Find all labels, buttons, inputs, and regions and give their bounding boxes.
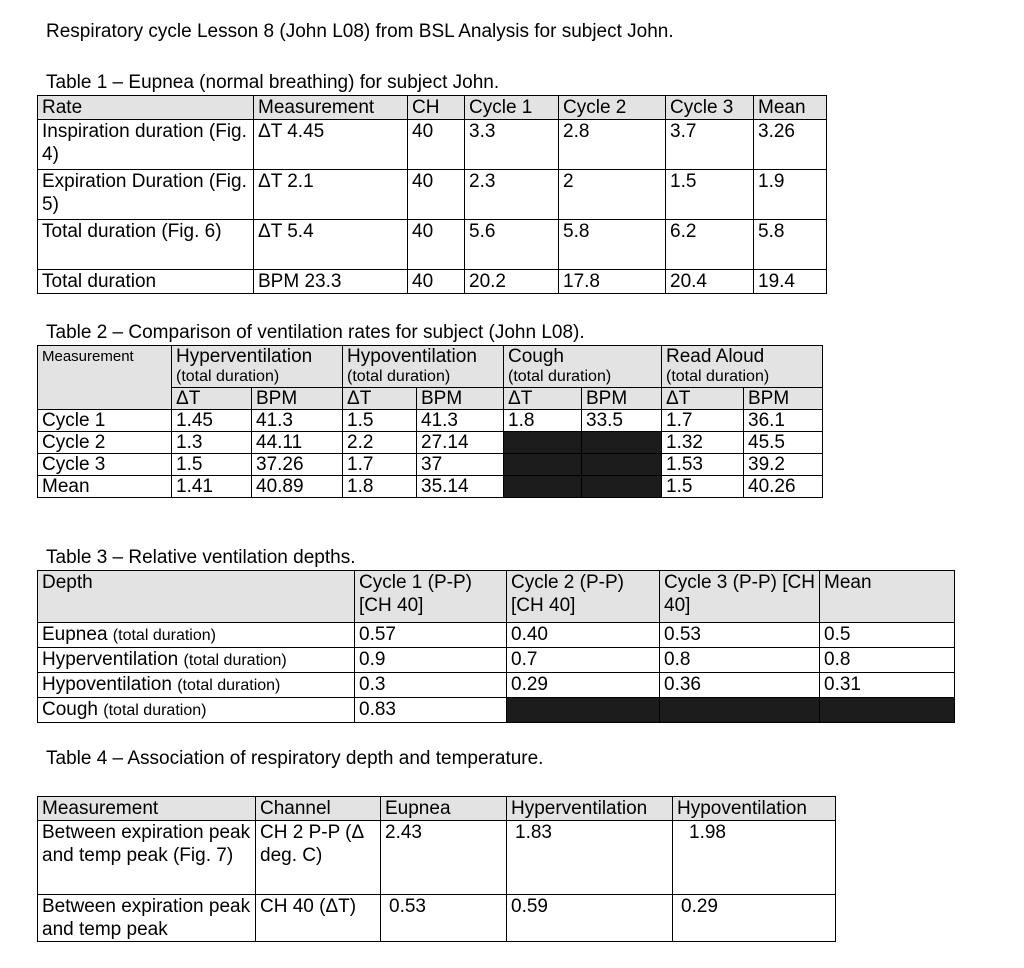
table2-cell: 1.8	[504, 410, 582, 432]
table4-cell: 2.43	[381, 821, 507, 895]
table2-group-sub: (total duration)	[347, 368, 451, 385]
table4-depth-temperature	[37, 796, 836, 942]
table1-cycle1-cell: 3.3	[465, 120, 559, 170]
table2-row-label: Cycle 2	[38, 432, 172, 454]
table3-header-row	[38, 571, 955, 623]
table2-blank-cell	[504, 432, 582, 454]
table2-group-name: Hyperventilation	[176, 346, 313, 367]
table2-bpm-header: BPM	[252, 388, 343, 410]
table1-measurement-cell: BPM 23.3	[254, 270, 408, 294]
table4-cell: 0.53	[381, 895, 507, 942]
table2-group-sub: (total duration)	[666, 368, 770, 385]
table2-blank-cell	[504, 454, 582, 476]
table2-cell: 36.1	[744, 410, 823, 432]
table2-cell: 1.8	[343, 476, 417, 498]
table1-header-ch: CH	[408, 96, 465, 120]
table1-caption: Table 1 – Eupnea (normal breathing) for subject John.	[46, 72, 500, 93]
table2-cell: 1.7	[343, 454, 417, 476]
table1-ch-cell: 40	[408, 220, 465, 270]
table2-cell: 1.53	[662, 454, 744, 476]
table4-cell: 0.29	[673, 895, 836, 942]
table2-caption: Table 2 – Comparison of ventilation rates for subject (John L08).	[46, 322, 585, 343]
table2-cell: 1.32	[662, 432, 744, 454]
table3-cell: 0.31	[820, 673, 955, 698]
table1-header-rate: Rate	[38, 96, 254, 120]
table1-rate-cell: Inspiration duration (Fig. 4)	[38, 120, 254, 170]
table1-cycle2-cell: 2	[559, 170, 666, 220]
table2-row-label: Cycle 1	[38, 410, 172, 432]
table3-header-cycle1: Cycle 1 (P-P) [CH 40]	[355, 571, 507, 623]
table3-depth-name: Hyperventilation	[42, 649, 179, 670]
table2-blank-cell	[582, 454, 662, 476]
table4-header-measurement: Measurement	[38, 797, 256, 821]
table2-header-measurement: Measurement	[38, 346, 172, 410]
table2-blank-cell	[582, 476, 662, 498]
table3-blank-cell	[820, 698, 955, 723]
table-row	[38, 220, 827, 270]
table3-depth-name: Hypoventilation	[42, 674, 172, 695]
table1-header-row	[38, 96, 827, 120]
table1-eupnea	[37, 95, 827, 294]
table2-ventilation-rates	[37, 345, 823, 498]
table2-bpm-header: BPM	[744, 388, 823, 410]
table3-cell: 0.5	[820, 623, 955, 648]
table3-cell: 0.29	[507, 673, 660, 698]
table3-cell: 0.83	[355, 698, 507, 723]
table1-header-cycle3: Cycle 3	[666, 96, 754, 120]
table2-cell: 1.5	[662, 476, 744, 498]
table3-header-mean: Mean	[820, 571, 955, 623]
table4-caption: Table 4 – Association of respiratory depth and temperature.	[46, 748, 544, 769]
table2-cell: 1.7	[662, 410, 744, 432]
table1-cycle1-cell: 20.2	[465, 270, 559, 294]
table1-header-cycle2: Cycle 2	[559, 96, 666, 120]
table3-blank-cell	[660, 698, 820, 723]
table-row	[38, 623, 955, 648]
table3-depth-cell	[38, 698, 355, 723]
table2-bpm-header: BPM	[417, 388, 504, 410]
table2-cell: 1.41	[172, 476, 252, 498]
table1-cycle3-cell: 20.4	[666, 270, 754, 294]
table2-group-name: Cough	[508, 346, 564, 367]
table2-blank-cell	[504, 476, 582, 498]
table2-row-label: Mean	[38, 476, 172, 498]
table1-cycle3-cell: 6.2	[666, 220, 754, 270]
table2-group-cough	[504, 346, 662, 388]
table4-cell: 1.83	[507, 821, 673, 895]
table1-measurement-cell: ΔT 4.45	[254, 120, 408, 170]
table2-cell: 1.3	[172, 432, 252, 454]
table3-header-cycle3: Cycle 3 (P-P) [CH 40]	[660, 571, 820, 623]
table1-ch-cell: 40	[408, 170, 465, 220]
table2-group-hyperventilation	[172, 346, 343, 388]
table2-cell: 27.14	[417, 432, 504, 454]
table3-cell: 0.8	[820, 648, 955, 673]
table2-cell: 40.89	[252, 476, 343, 498]
table2-cell: 1.45	[172, 410, 252, 432]
table3-depth-qualifier: (total duration)	[112, 627, 216, 644]
table-row	[38, 432, 823, 454]
table3-header-cycle2: Cycle 2 (P-P) [CH 40]	[507, 571, 660, 623]
table4-cell: 0.59	[507, 895, 673, 942]
table2-group-name: Read Aloud	[666, 346, 765, 367]
table2-cell: 39.2	[744, 454, 823, 476]
table-row	[38, 673, 955, 698]
table1-cycle3-cell: 1.5	[666, 170, 754, 220]
table1-rate-cell: Total duration	[38, 270, 254, 294]
table4-cell: 1.98	[673, 821, 836, 895]
table1-mean-cell: 19.4	[754, 270, 827, 294]
table2-cell: 1.5	[343, 410, 417, 432]
table2-cell: 35.14	[417, 476, 504, 498]
table4-header-hypoventilation: Hypoventilation	[673, 797, 836, 821]
table-row	[38, 648, 955, 673]
table2-cell: 41.3	[252, 410, 343, 432]
table1-measurement-cell: ΔT 5.4	[254, 220, 408, 270]
table-row	[38, 120, 827, 170]
table-row	[38, 698, 955, 723]
table3-header-depth: Depth	[38, 571, 355, 623]
table3-cell: 0.40	[507, 623, 660, 648]
table2-dt-header: ΔT	[662, 388, 744, 410]
table-row	[38, 410, 823, 432]
table2-group-hypoventilation	[343, 346, 504, 388]
table4-header-channel: Channel	[256, 797, 381, 821]
table3-cell: 0.8	[660, 648, 820, 673]
table1-cycle2-cell: 17.8	[559, 270, 666, 294]
table3-cell: 0.53	[660, 623, 820, 648]
table3-depth-name: Eupnea	[42, 624, 108, 645]
table-row	[38, 895, 836, 942]
table2-group-sub: (total duration)	[508, 368, 612, 385]
table3-depth-qualifier: (total duration)	[183, 652, 287, 669]
table2-group-read-aloud	[662, 346, 823, 388]
table4-measurement-cell: Between expiration peak and temp peak (Fig. 7)	[38, 821, 256, 895]
table4-channel-cell: CH 40 (ΔT)	[256, 895, 381, 942]
table-row	[38, 476, 823, 498]
table1-measurement-cell: ΔT 2.1	[254, 170, 408, 220]
table4-channel-cell: CH 2 P-P (Δ deg. C)	[256, 821, 381, 895]
table1-rate-cell: Total duration (Fig. 6)	[38, 220, 254, 270]
table1-cycle1-cell: 5.6	[465, 220, 559, 270]
table1-header-mean: Mean	[754, 96, 827, 120]
table1-header-measurement: Measurement	[254, 96, 408, 120]
table1-rate-cell: Expiration Duration (Fig. 5)	[38, 170, 254, 220]
table3-cell: 0.57	[355, 623, 507, 648]
table3-depth-qualifier: (total duration)	[177, 677, 281, 694]
table1-cycle2-cell: 2.8	[559, 120, 666, 170]
table4-header-row	[38, 797, 836, 821]
table1-mean-cell: 5.8	[754, 220, 827, 270]
table-row	[38, 454, 823, 476]
table1-ch-cell: 40	[408, 270, 465, 294]
table-row	[38, 170, 827, 220]
table1-cycle3-cell: 3.7	[666, 120, 754, 170]
table2-cell: 40.26	[744, 476, 823, 498]
table2-cell: 1.5	[172, 454, 252, 476]
table3-cell: 0.36	[660, 673, 820, 698]
table1-cycle2-cell: 5.8	[559, 220, 666, 270]
table2-row-label: Cycle 3	[38, 454, 172, 476]
table2-dt-header: ΔT	[504, 388, 582, 410]
table4-measurement-cell: Between expiration peak and temp peak	[38, 895, 256, 942]
table2-dt-header: ΔT	[343, 388, 417, 410]
table1-cycle1-cell: 2.3	[465, 170, 559, 220]
table3-cell: 0.9	[355, 648, 507, 673]
table2-cell: 45.5	[744, 432, 823, 454]
table3-depth-name: Cough	[42, 699, 98, 720]
table2-dt-header: ΔT	[172, 388, 252, 410]
table2-cell: 37.26	[252, 454, 343, 476]
table1-header-cycle1: Cycle 1	[465, 96, 559, 120]
table3-cell: 0.3	[355, 673, 507, 698]
table2-group-name: Hypoventilation	[347, 346, 477, 367]
table4-header-eupnea: Eupnea	[381, 797, 507, 821]
table3-cell: 0.7	[507, 648, 660, 673]
table1-mean-cell: 3.26	[754, 120, 827, 170]
table2-group-sub: (total duration)	[176, 368, 280, 385]
table-row	[38, 821, 836, 895]
table4-header-hyperventilation: Hyperventilation	[507, 797, 673, 821]
document-title: Respiratory cycle Lesson 8 (John L08) from BSL Analysis for subject John.	[46, 21, 674, 42]
table2-bpm-header: BPM	[582, 388, 662, 410]
table2-blank-cell	[582, 432, 662, 454]
table1-ch-cell: 40	[408, 120, 465, 170]
table3-depth-cell	[38, 648, 355, 673]
table1-mean-cell: 1.9	[754, 170, 827, 220]
table3-caption: Table 3 – Relative ventilation depths.	[46, 547, 356, 568]
table3-depth-qualifier: (total duration)	[103, 702, 207, 719]
table3-depth-cell	[38, 673, 355, 698]
table-row	[38, 270, 827, 294]
table3-blank-cell	[507, 698, 660, 723]
table2-cell: 41.3	[417, 410, 504, 432]
table2-cell: 37	[417, 454, 504, 476]
table2-cell: 33.5	[582, 410, 662, 432]
table2-cell: 2.2	[343, 432, 417, 454]
table3-depth-cell	[38, 623, 355, 648]
table3-ventilation-depths	[37, 570, 955, 723]
table2-cell: 44.11	[252, 432, 343, 454]
